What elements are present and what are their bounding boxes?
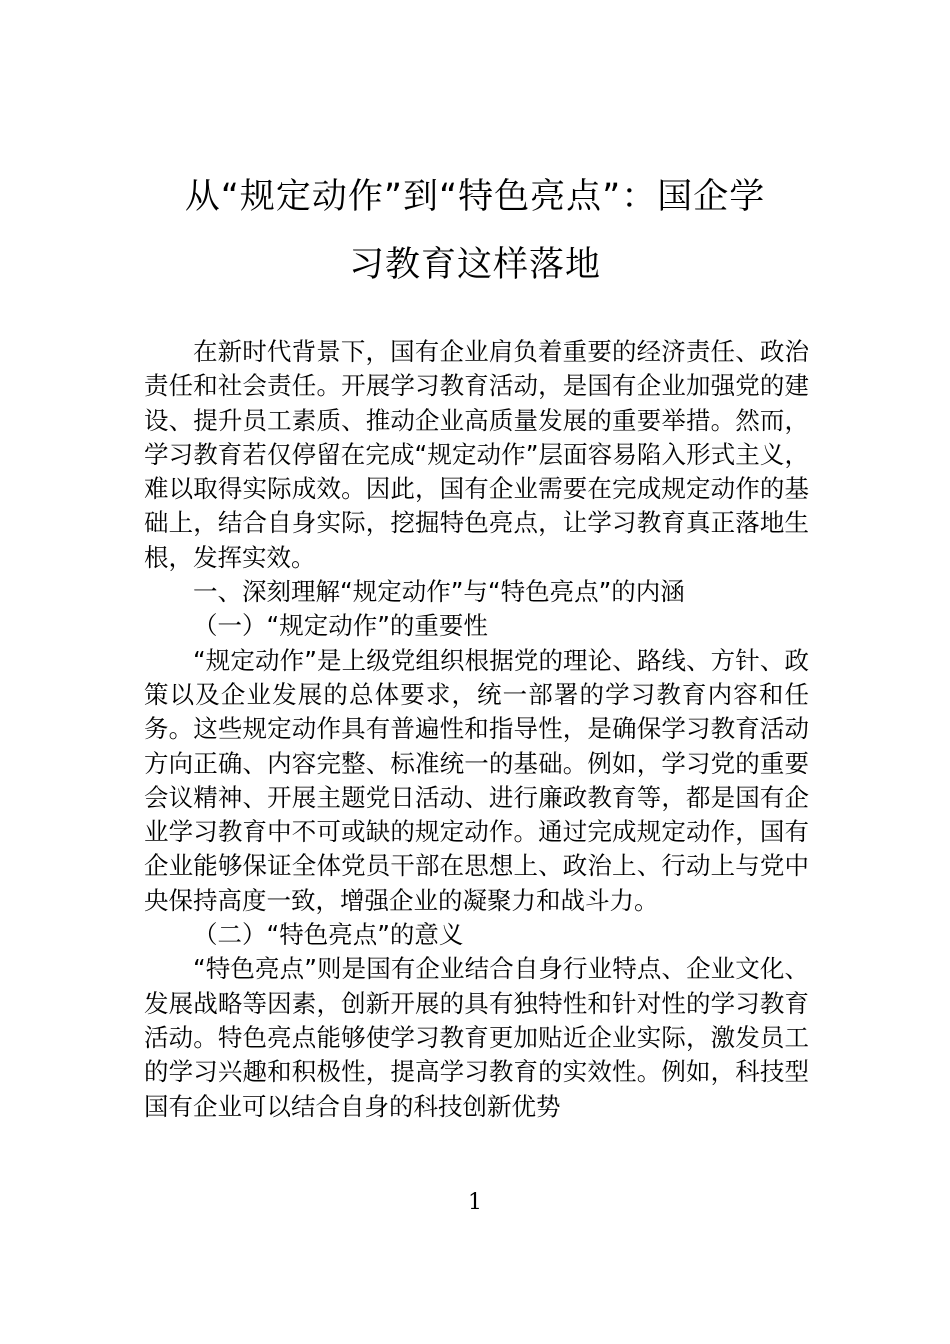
subsection-heading-2: （二）“特色亮点”的意义 (193, 920, 464, 950)
title-line-1: 从“规定动作”到“特色亮点”：国企学 (184, 177, 766, 217)
subsection-heading-1: （一）“规定动作”的重要性 (193, 611, 488, 641)
section-heading-1: 一、深刻理解“规定动作”与“特色亮点”的内涵 (193, 577, 685, 607)
intro-paragraph: 在新时代背景下，国有企业肩负着重要的经济责任、政治责任和社会责任。开展学习教育活动，是国有企业加强党的建设、提升员工素质、推动企业高质量发展的重要举措。然而，学习教育若仅停留在完成“规定动作”层面容易陷入形式主义，难以取得实际成效。因此，国有企业需要在完成规定动作的基础上，结合自身实际，挖掘特色亮点，让学习教育真正落地生根，发挥实效。 (144, 337, 809, 572)
title-line-2: 习教育这样落地 (348, 245, 601, 285)
document-title (140, 163, 810, 299)
body-paragraph-1: “规定动作”是上级党组织根据党的理论、路线、方针、政策以及企业发展的总体要求，统一部署的学习教育内容和任务。这些规定动作具有普遍性和指导性，是确保学习教育活动方向正确、内容完整、标准统一的基础。例如，学习党的重要会议精神、开展主题党日活动、进行廉政教育等，都是国有企业学习教育中不可或缺的规定动作。通过完成规定动作，国有企业能够保证全体党员干部在思想上、政治上、行动上与党中央保持高度一致，增强企业的凝聚力和战斗力。 (144, 645, 809, 915)
body-paragraph-2: “特色亮点”则是国有企业结合自身行业特点、企业文化、发展战略等因素，创新开展的具有独特性和针对性的学习教育活动。特色亮点能够使学习教育更加贴近企业实际，激发员工的学习兴趣和积极性，提高学习教育的实效性。例如，科技型国有企业可以结合自身的科技创新优势 (144, 954, 809, 1121)
document-body (144, 335, 809, 1124)
page-number: 1 (468, 1190, 482, 1215)
